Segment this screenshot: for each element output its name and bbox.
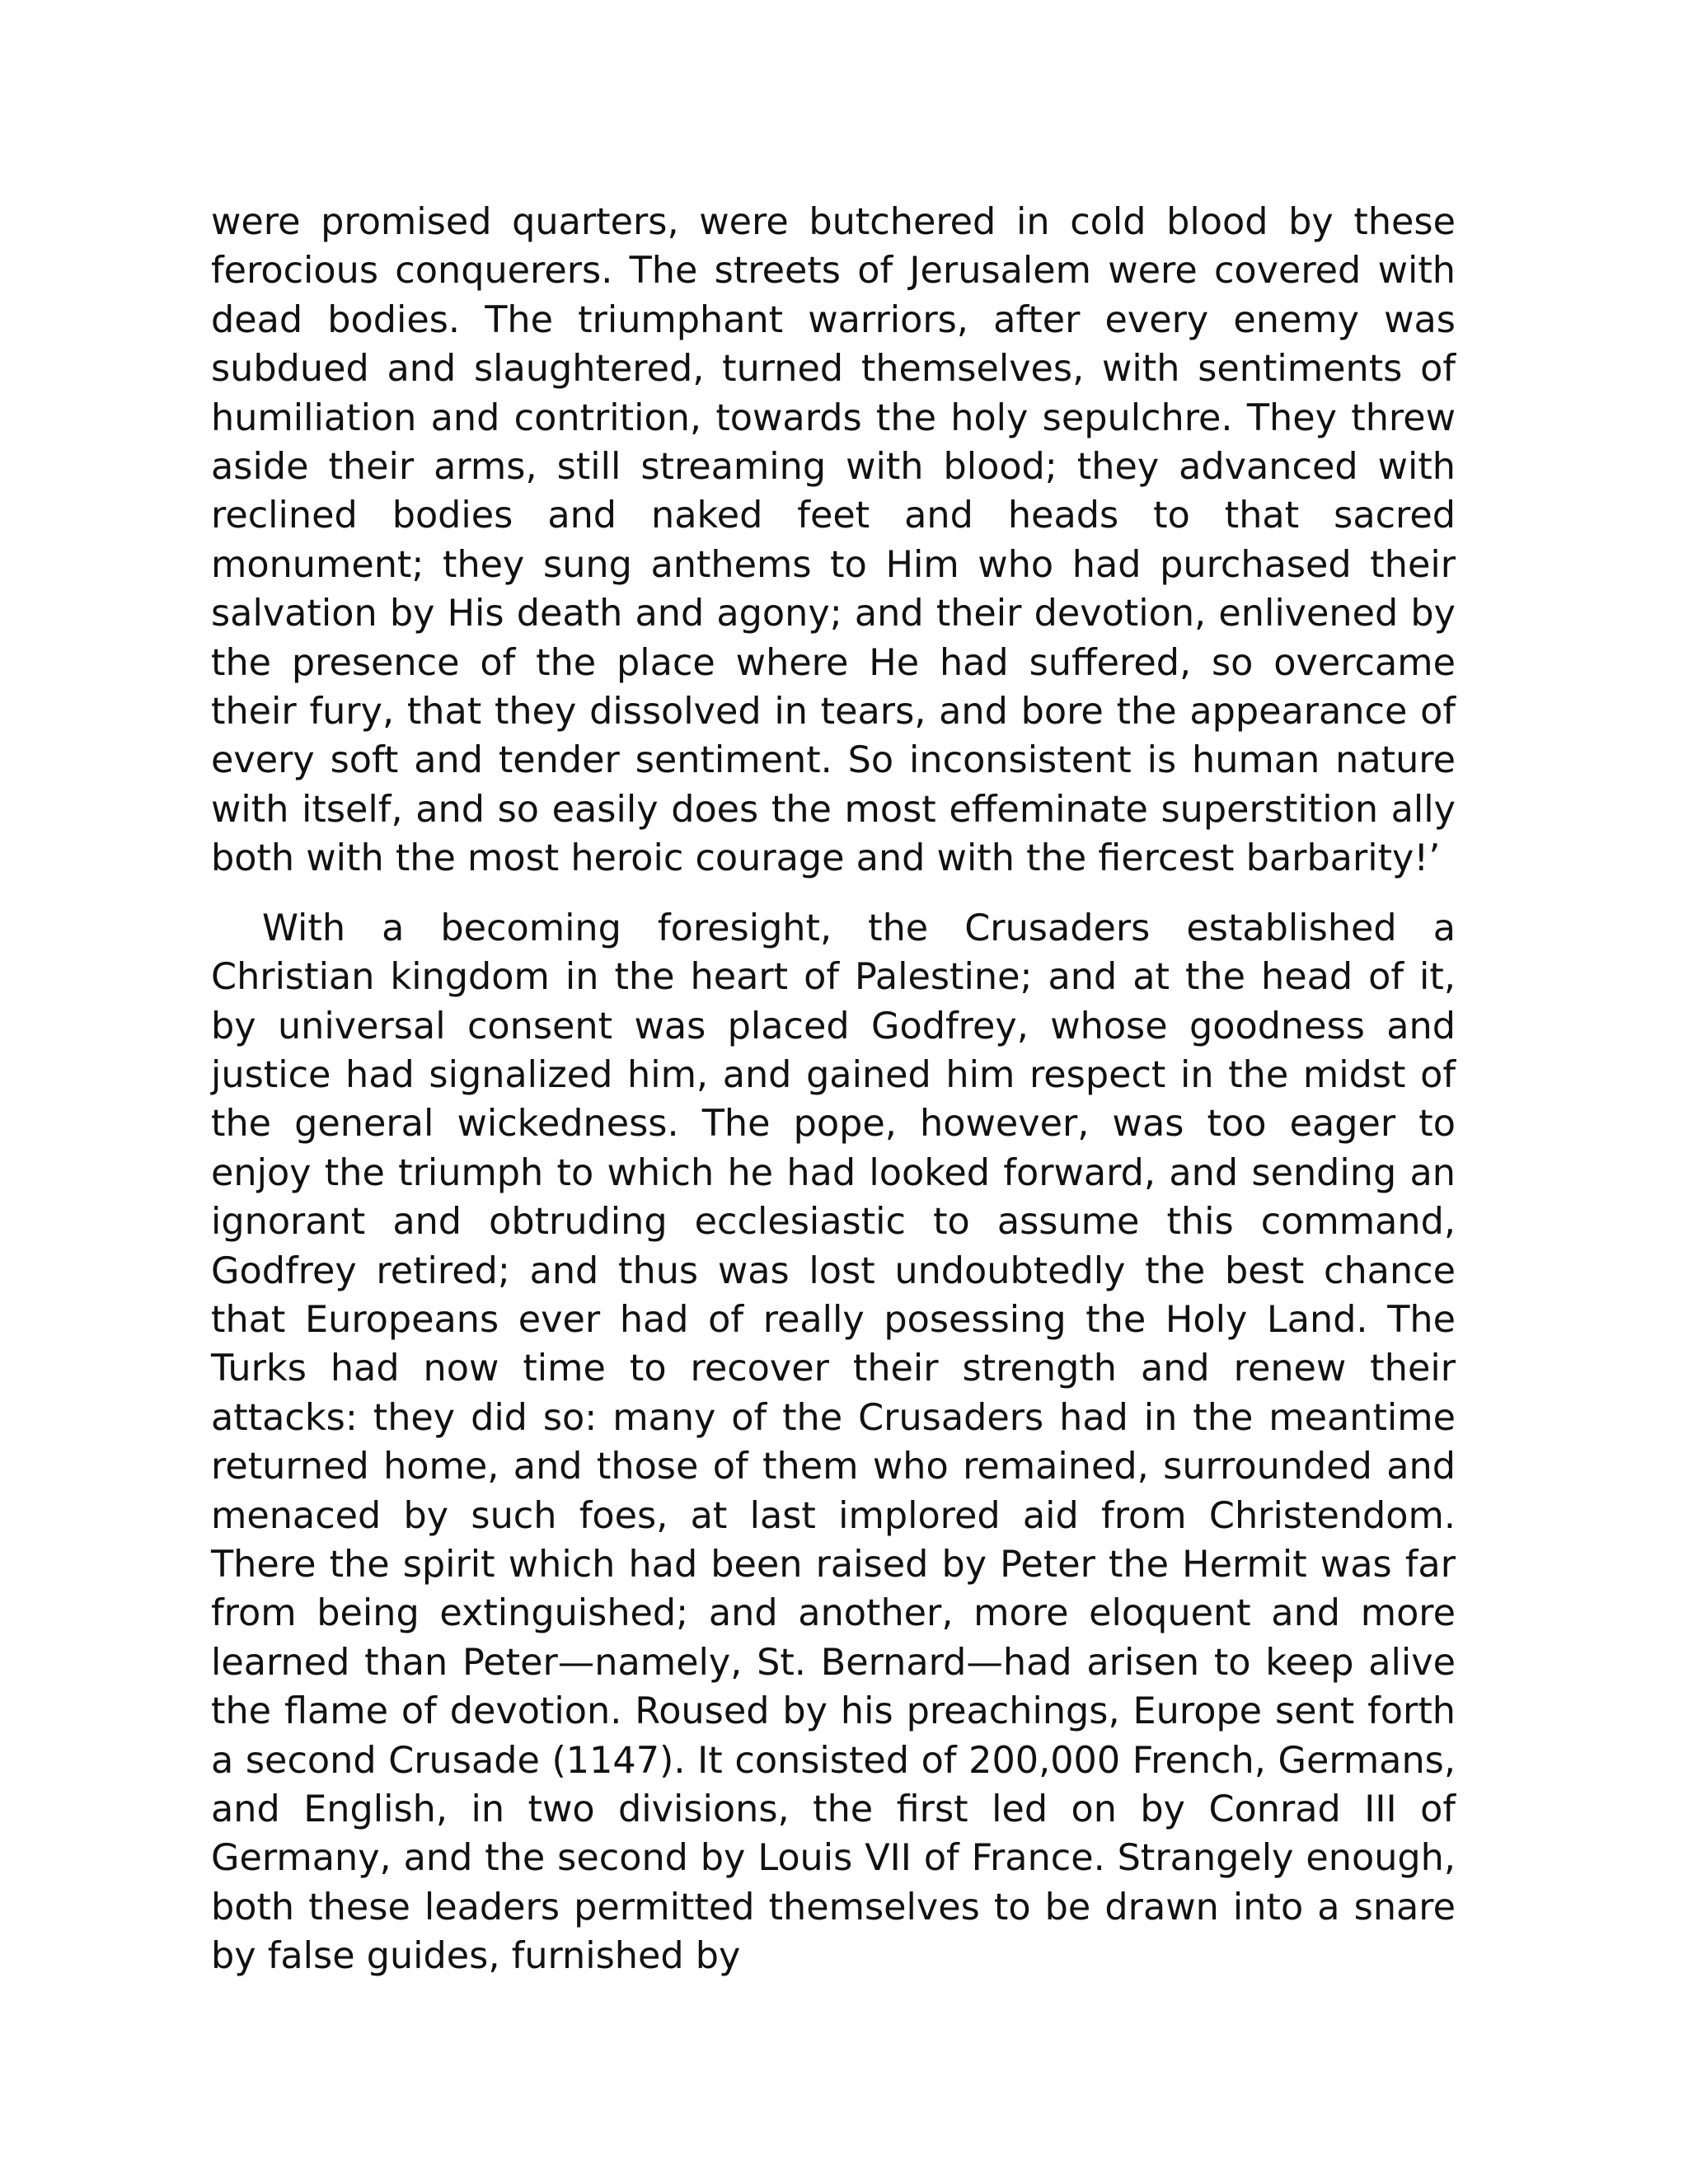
paragraph-continued: were promised quarters, were butchered in cold blood by these ferocious conquerers. The streets of Jerusalem were covered with dead bodies. The triumphant warriors, after every enemy was subdued and slaughtered, turned themselves, with sentiments of humiliation and contrition, towards the holy sepulchre. They threw aside their arms, still streaming with blood; they advanced with reclined bodies and naked feet and heads to that sacred monument; they sung anthems to Him who had purchased their salvation by His death and agony; and their devotion, enlivened by the presence of the place where He had suffered, so overcame their fury, that they dissolved in tears, and bore the appearance of every soft and tender sentiment. So inconsistent is human nature with itself, and so easily does the most effeminate superstition ally both with the most heroic courage and with the fiercest barbarity!’	[211, 201, 1456, 880]
body-text	[211, 198, 1456, 1981]
paragraph-crusader-kingdom: With a becoming foresight, the Crusaders established a Christian kingdom in the heart of Palestine; and at the head of it, by universal consent was placed Godfrey, whose goodness and justice had signalized him, and gained him respect in the midst of the general wickedness. The pope, however, was too eager to enjoy the triumph to which he had looked forward, and sending an ignorant and obtruding ecclesiastic to assume this command, Godfrey retired; and thus was lost undoubtedly the best chance that Europeans ever had of really posessing the Holy Land. The Turks had now time to recover their strength and renew their attacks: they did so: many of the Crusaders had in the meantime returned home, and those of them who remained, surrounded and menaced by such foes, at last implored aid from Christendom. There the spirit which had been raised by Peter the Hermit was far from being extinguished; and another, more eloquent and more learned than Peter—namely, St. Bernard—had arisen to keep alive the flame of devotion. Roused by his preachings, Europe sent forth a second Crusade (1147). It consisted of 200,000 French, Germans, and English, in two divisions, the first led on by Conrad III of Germany, and the second by Louis VII of France. Strangely enough, both these leaders permitted themselves to be drawn into a snare by false guides, furnished by	[211, 907, 1456, 1978]
